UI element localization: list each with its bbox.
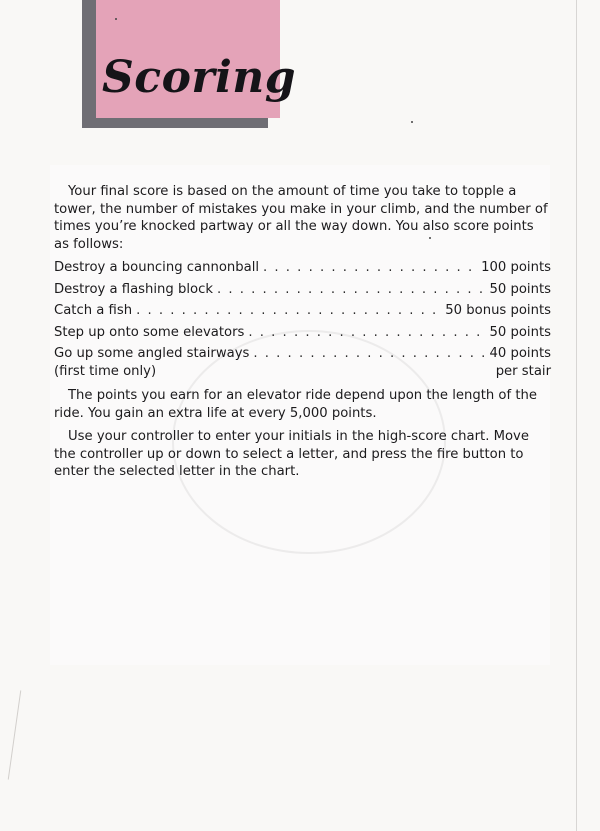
dot-leader [217,281,486,299]
intro-paragraph: Your final score is based on the amount of time you take to topple a tower, the number of mistakes you make in your climb, and the number of times you’re knocked partway or all the way down. You also score points as follows: [54,184,548,252]
score-points: 50 points [489,281,551,297]
score-item: Destroy a bouncing cannonball [54,260,260,275]
score-note: (first time only) [54,363,157,379]
print-speck [411,121,413,123]
page-edge-left [8,690,22,779]
score-row [54,302,551,324]
score-item: Destroy a flashing block [54,281,213,297]
print-speck [115,18,117,20]
title-block [82,0,297,132]
score-row-subline [54,363,551,381]
dot-leader [136,302,441,320]
score-points: 50 bonus points [445,303,551,318]
print-speck [429,237,431,239]
score-table [54,259,551,381]
score-row [54,324,551,346]
page-title: Scoring [102,52,297,103]
dot-leader [263,259,477,277]
dot-leader [253,345,485,363]
score-points: 100 points [481,260,551,275]
page-edge-line [576,0,577,831]
dot-leader [248,324,485,342]
score-points: 50 points [489,324,551,340]
score-item: Catch a fish [54,303,133,318]
elevator-paragraph: The points you earn for an elevator ride depend upon the length of the ride. You gain an extra life at every 5,000 points. [54,388,537,421]
score-item: Step up onto some elevators [54,324,245,340]
score-points: 40 points [489,346,551,361]
controller-paragraph: Use your controller to enter your initials in the high-score chart. Move the controller up or down to select a letter, and press the fire button to enter the selected letter in the chart. [54,429,529,479]
score-item: Go up some angled stairways [54,346,250,361]
score-points-note: per stair [495,363,551,379]
score-row [54,281,551,303]
score-row [54,259,551,281]
